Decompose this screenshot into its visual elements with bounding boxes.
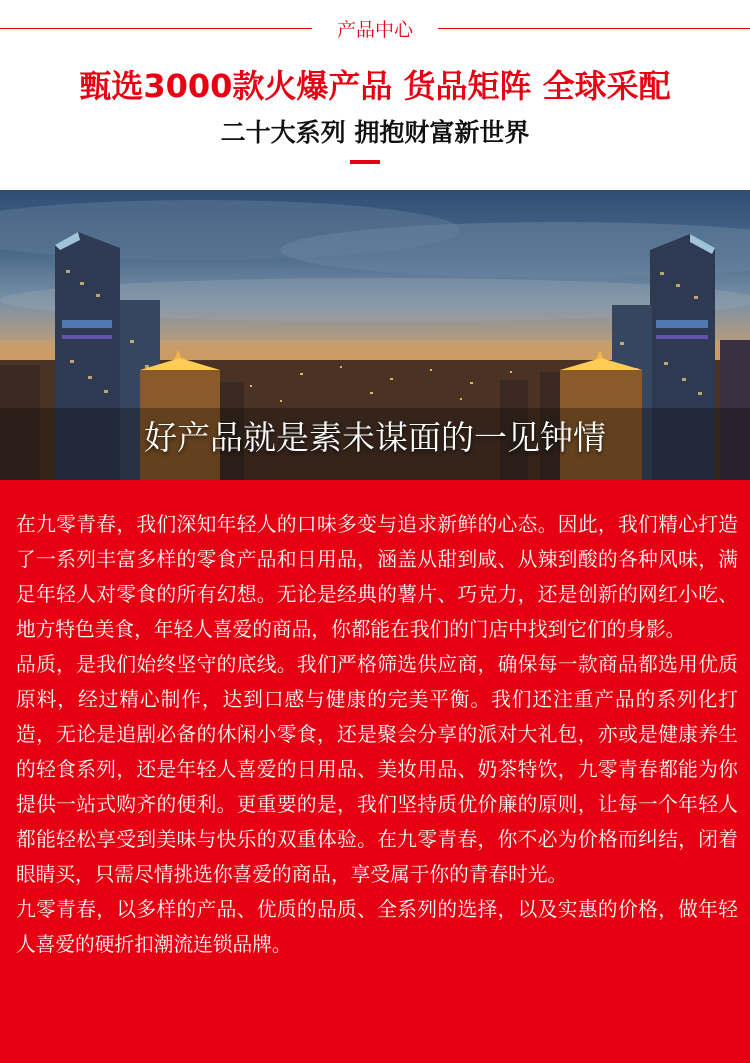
- section-title-bar: [0, 14, 750, 44]
- city-night-banner: [0, 190, 750, 480]
- description-paragraph: 九零青春，以多样的产品、优质的品质、全系列的选择，以及实惠的价格，做年轻人喜爱的硬折扣潮流连锁品牌。: [16, 898, 738, 956]
- description-paragraph: 在九零青春，我们深知年轻人的口味多变与追求新鲜的心态。因此，我们精心打造了一系列丰富多样的零食产品和日用品，涵盖从甜到咸、从辣到酸的各种风味，满足年轻人对零食的所有幻想。无论是经典的薯片、巧克力，还是创新的网红小吃、地方特色美食，年轻人喜爱的商品，你都能在我们的门店中找到它们的身影。: [16, 513, 738, 641]
- section-title: 产品中心: [336, 19, 413, 41]
- brand-description-text: [16, 507, 738, 962]
- brand-description-section: [0, 480, 750, 1063]
- title-divider-right: [438, 28, 750, 29]
- headline: 甄选3000款火爆产品 货品矩阵 全球采配: [79, 67, 671, 105]
- product-center-header: [0, 0, 750, 190]
- banner-slogan: 好产品就是素未谋面的一见钟情: [144, 418, 606, 457]
- description-paragraph: 品质，是我们始终坚守的底线。我们严格筛选供应商，确保每一款商品都选用优质原料，经过精心制作，达到口感与健康的完美平衡。我们还注重产品的系列化打造，无论是追剧必备的休闲小零食，还是聚会分享的派对大礼包，亦或是健康养生的轻食系列，还是年轻人喜爱的日用品、美妆用品、奶茶特饮，九零青春都能为你提供一站式购齐的便利。更重要的是，我们坚持质优价廉的原则，让每一个年轻人都能轻松享受到美味与快乐的双重体验。在九零青春，你不必为价格而纠结，闭着眼睛买，只需尽情挑选你喜爱的商品，享受属于你的青春时光。: [16, 653, 738, 886]
- subheadline: 二十大系列 拥抱财富新世界: [220, 118, 530, 147]
- accent-bar: [350, 160, 380, 164]
